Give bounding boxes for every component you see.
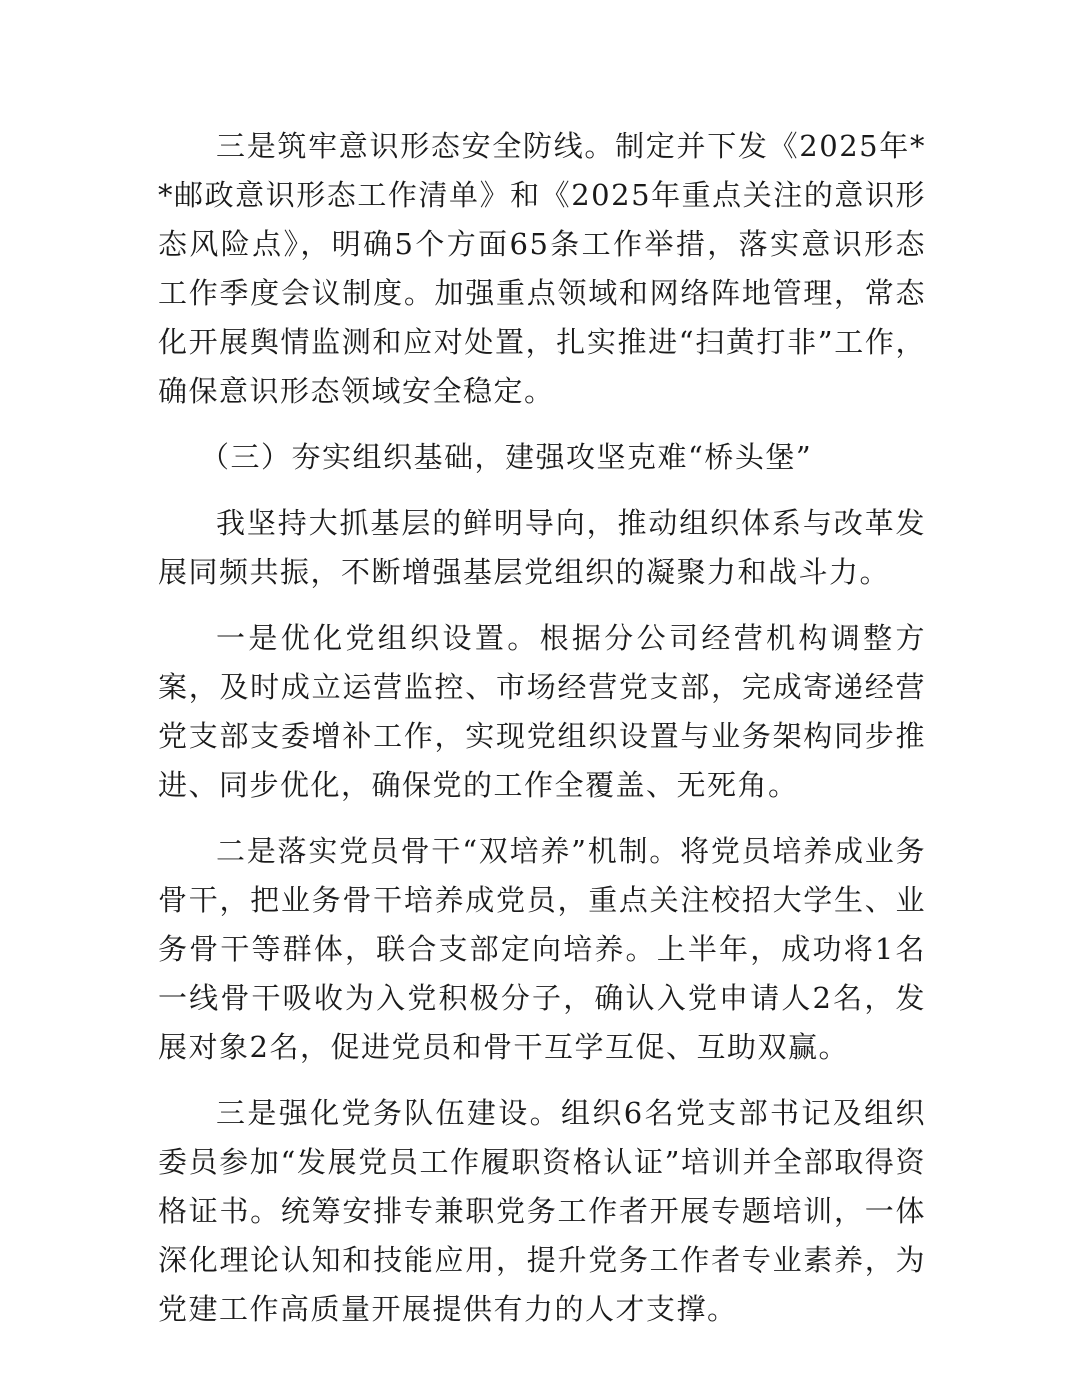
document-body bbox=[158, 122, 926, 1334]
paragraph-ideology-defense: 三是筑牢意识形态安全防线。制定并下发《2025年**邮政意识形态工作清单》和《2025年重点关注的意识形态风险点》，明确5个方面65条工作举措，落实意识形态工作季度会议制度。加强重点领域和网络阵地管理，常态化开展舆情监测和应对处置，扎实推进“扫黄打非”工作，确保意识形态领域安全稳定。 bbox=[158, 129, 926, 408]
section-heading-organization: （三）夯实组织基础，建强攻坚克难“桥头堡” bbox=[200, 440, 813, 474]
paragraph-dual-cultivation: 二是落实党员骨干“双培养”机制。将党员培养成业务骨干，把业务骨干培养成党员，重点关注校招大学生、业务骨干等群体，联合支部定向培养。上半年，成功将1名一线骨干吸收为入党积极分子，确认入党申请人2名，发展对象2名，促进党员和骨干互学互促、互助双赢。 bbox=[158, 834, 926, 1064]
paragraph-optimize-party-setup: 一是优化党组织设置。根据分公司经营机构调整方案，及时成立运营监控、市场经营党支部，完成寄递经营党支部支委增补工作，实现党组织设置与业务架构同步推进、同步优化，确保党的工作全覆盖、无死角。 bbox=[158, 621, 926, 802]
paragraph-party-team-building: 三是强化党务队伍建设。组织6名党支部书记及组织委员参加“发展党员工作履职资格认证”培训并全部取得资格证书。统筹安排专兼职党务工作者开展专题培训，一体深化理论认知和技能应用，提升党务工作者专业素养，为党建工作高质量开展提供有力的人才支撑。 bbox=[158, 1096, 926, 1326]
paragraph-grassroots-intro: 我坚持大抓基层的鲜明导向，推动组织体系与改革发展同频共振，不断增强基层党组织的凝聚力和战斗力。 bbox=[158, 506, 926, 589]
